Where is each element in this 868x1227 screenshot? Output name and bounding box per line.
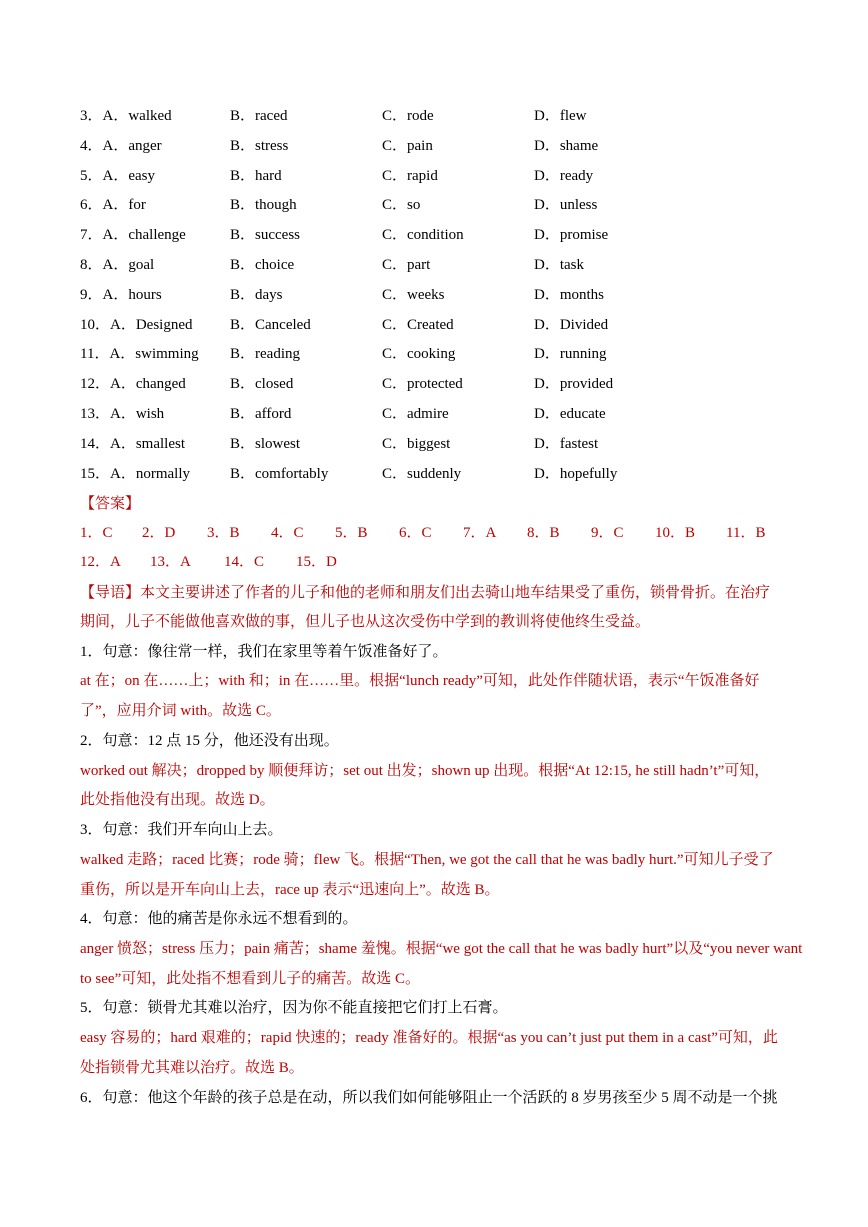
explanation-line: walked 走路；raced 比赛；rode 骑；flew 飞。根据“Then, we got the call that he was badly hurt.”可知儿子受了 (80, 852, 774, 868)
option-a: 6．A．for (80, 197, 146, 214)
answer-item: 3．B (207, 525, 240, 541)
answer-item: 12．A (80, 554, 121, 570)
option-d: D．flew (534, 108, 587, 124)
answer-item: 5．B (335, 525, 368, 541)
explanation-line: anger 愤怒；stress 压力；pain 痛苦；shame 羞愧。根据“we got the call that he was badly hurt”以及“you never want (80, 941, 803, 957)
option-b: B．comfortably (230, 465, 329, 482)
answer-item: 8．B (527, 525, 560, 541)
explanation-line: at 在；on 在……上；with 和；in 在……里。根据“lunch ready”可知，此处作伴随状语，表示“午饭准备好 (80, 673, 760, 689)
option-row (80, 463, 700, 485)
explanation-line: 处指锁骨尤其难以治疗。故选 B。 (80, 1060, 304, 1076)
option-d: D．provided (534, 376, 614, 393)
option-row (80, 254, 700, 276)
question-meaning: 3．句意：我们开车向山上去。 (80, 822, 283, 838)
option-row (80, 403, 700, 425)
answer-item: 2．D (142, 525, 176, 541)
option-a: 12．A．changed (80, 376, 186, 393)
option-row (80, 224, 700, 246)
question-meaning: 1．句意：像往常一样，我们在家里等着午饭准备好了。 (80, 644, 448, 660)
explanation-line: to see”可知，此处指不想看到儿子的痛苦。故选 C。 (80, 971, 420, 987)
option-c: C．weeks (382, 286, 445, 303)
option-c: C．part (382, 257, 431, 273)
option-b: B．raced (230, 108, 288, 124)
intro-line-2: 期间，儿子不能做他喜欢做的事，但儿子也从这次受伤中学到的教训将使他终生受益。 (80, 614, 651, 630)
answer-item: 13．A (150, 554, 191, 570)
explanation-line: 了”，应用介词 with。故选 C。 (80, 703, 281, 719)
option-row (80, 433, 700, 455)
option-row (80, 194, 700, 216)
option-c: C．pain (382, 137, 433, 154)
option-d: D．educate (534, 406, 606, 422)
question-meaning: 6．句意：他这个年龄的孩子总是在动，所以我们如何能够阻止一个活跃的 8 岁男孩至少 5 周不动是一个挑 (80, 1090, 778, 1106)
answer-item: 1．C (80, 525, 113, 541)
option-a: 14．A．smallest (80, 435, 185, 452)
option-b: B．afford (230, 406, 292, 422)
option-a: 10．A．Designed (80, 316, 193, 333)
answer-item: 10．B (655, 525, 696, 541)
intro-line-1 (80, 582, 770, 604)
option-b: B．hard (230, 167, 282, 184)
option-d: D．fastest (534, 435, 599, 452)
option-row (80, 314, 700, 336)
option-a: 3．A．walked (80, 108, 172, 124)
option-a: 5．A．easy (80, 167, 155, 184)
option-d: D．ready (534, 167, 594, 184)
option-c: C．protected (382, 376, 463, 393)
option-row (80, 105, 700, 127)
option-a: 7．A．challenge (80, 227, 186, 244)
option-b: B．Canceled (230, 316, 311, 333)
option-b: B．reading (230, 346, 300, 363)
answer-item: 14．C (224, 554, 265, 570)
option-d: D．Divided (534, 316, 609, 333)
option-b: B．stress (230, 137, 289, 154)
option-row (80, 165, 700, 187)
option-d: D．hopefully (534, 465, 618, 482)
explanation-line: 此处指他没有出现。故选 D。 (80, 792, 275, 808)
option-b: B．days (230, 286, 283, 303)
option-b: B．success (230, 227, 300, 244)
option-c: C．so (382, 197, 421, 214)
option-a: 13．A．wish (80, 406, 165, 422)
option-b: B．closed (230, 376, 294, 393)
option-d: D．promise (534, 227, 609, 244)
option-row (80, 373, 700, 395)
option-a: 9．A．hours (80, 286, 162, 303)
intro-label: 【导语】 (80, 585, 141, 601)
option-d: D．task (534, 257, 584, 273)
option-c: C．Created (382, 316, 454, 333)
answer-item: 6．C (399, 525, 432, 541)
option-c: C．biggest (382, 435, 451, 452)
answer-item: 7．A (463, 525, 497, 541)
option-c: C．cooking (382, 346, 456, 363)
option-a: 15．A．normally (80, 465, 190, 482)
option-c: C．admire (382, 406, 449, 422)
answer-item: 9．C (591, 525, 624, 541)
option-b: B．though (230, 197, 297, 214)
explanation-line: 重伤，所以是开车向山上去，race up 表示“迅速向上”。故选 B。 (80, 882, 500, 898)
option-d: D．shame (534, 137, 599, 154)
option-b: B．slowest (230, 435, 301, 452)
answer-header: 【答案】 (80, 496, 141, 512)
question-meaning: 2．句意：12 点 15 分，他还没有出现。 (80, 733, 339, 749)
option-row (80, 135, 700, 157)
answer-item: 11．B (726, 525, 766, 541)
answer-item: 15．D (296, 554, 337, 570)
answer-item: 4．C (271, 525, 304, 541)
option-d: D．months (534, 286, 605, 303)
option-c: C．condition (382, 227, 464, 244)
option-a: 11．A．swimming (80, 346, 199, 363)
option-c: C．rode (382, 108, 434, 124)
explanation-line: easy 容易的；hard 艰难的；rapid 快速的；ready 准备好的。根据“as you can’t just put them in a cast”可知，此 (80, 1030, 778, 1046)
option-c: C．suddenly (382, 465, 462, 482)
question-meaning: 4．句意：他的痛苦是你永远不想看到的。 (80, 911, 358, 927)
option-d: D．unless (534, 197, 598, 214)
option-row (80, 343, 700, 365)
option-b: B．choice (230, 257, 295, 273)
option-d: D．running (534, 346, 607, 363)
option-c: C．rapid (382, 167, 438, 184)
option-row (80, 284, 700, 306)
explanation-line: worked out 解决；dropped by 顺便拜访；set out 出发；shown up 出现。根据“At 12:15, he still hadn’t”可知， (80, 763, 770, 779)
intro-text-1: 本文主要讲述了作者的儿子和他的老师和朋友们出去骑山地车结果受了重伤，锁骨骨折。在治疗 (140, 585, 771, 601)
option-a: 8．A．goal (80, 257, 155, 273)
question-meaning: 5．句意：锁骨尤其难以治疗，因为你不能直接把它们打上石膏。 (80, 1000, 508, 1016)
option-a: 4．A．anger (80, 137, 162, 154)
